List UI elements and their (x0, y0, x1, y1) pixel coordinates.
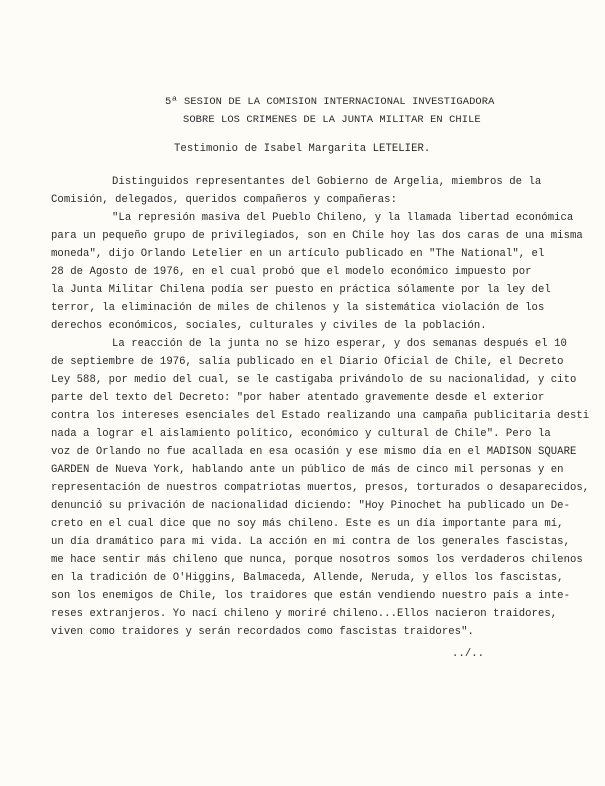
body-line: la Junta Militar Chilena podía ser puesto en práctica sólamente por la ley del (51, 284, 551, 296)
body-line: Comisión, delegados, queridos compañeros y compañeras: (51, 194, 397, 206)
body-line: son los enemigos de Chile, los traidores que están vendiendo nuestro país a inte- (51, 590, 570, 602)
body-line: para un pequeño grupo de privilegiados, son en Chile hoy las dos caras de una misma (51, 230, 583, 242)
body-line: de septiembre de 1976, salía publicado en el Diario Oficial de Chile, el Decreto (51, 356, 564, 368)
body-line: La reacción de la junta no se hizo esperar, y dos semanas después el 10 (112, 338, 567, 350)
body-line: "La represión masiva del Pueblo Chileno, y la llamada libertad económica (112, 212, 574, 224)
body-line: en la tradición de O'Higgins, Balmaceda, Allende, Neruda, y ellos los fascistas, (51, 572, 564, 584)
document-title-line-1: 5ª SESION DE LA COMISION INTERNACIONAL INVESTIGADORA (165, 96, 495, 108)
body-line: parte del texto del Decreto: "por haber atentado gravemente desde el exterior (51, 392, 545, 404)
document-subtitle: Testimonio de Isabel Margarita LETELIER. (174, 143, 431, 155)
body-line: voz de Orlando no fue acallada en esa ocasión y ese mismo día en el MADISON SQUARE (51, 446, 577, 458)
body-line: representación de nuestros compatriotas muertos, presos, torturados o desaparecidos, (51, 482, 590, 494)
body-line: me hace sentir más chileno que nunca, porque nosotros somos los verdaderos chilenos (51, 554, 583, 566)
body-line: viven como traidores y serán recordados como fascistas traidores". (51, 626, 474, 638)
body-line: creto en el cual dice que no soy más chileno. Este es un día importante para mí, (51, 518, 564, 530)
body-line: Distinguidos representantes del Gobierno de Argelia, miembros de la (112, 176, 542, 188)
body-line: denunció su privación de nacionalidad diciendo: "Hoy Pinochet ha publicado un De- (51, 500, 570, 512)
document-title-line-2: SOBRE LOS CRIMENES DE LA JUNTA MILITAR EN CHILE (183, 114, 481, 126)
body-line: moneda", dijo Orlando Letelier en un artículo publicado en "The National", el (51, 248, 545, 260)
body-line: reses extranjeros. Yo nací chileno y moriré chileno...Ellos nacieron traidores, (51, 608, 558, 620)
page-continuation-mark: ../.. (452, 648, 485, 660)
body-line: nada a lograr el aislamiento político, económico y cultural de Chile". Pero la (51, 428, 551, 440)
body-line: 28 de Agosto de 1976, en el cual probó que el modelo económico impuesto por (51, 266, 532, 278)
body-line: terror, la eliminación de miles de chilenos y la sistemática violación de los (51, 302, 545, 314)
body-line: contra los intereses esenciales del Estado realizando una campaña publicitaria desti (51, 410, 590, 422)
body-line: un día dramático para mi vida. La acción en mi contra de los generales fascistas, (51, 536, 570, 548)
body-line: GARDEN de Nueva York, hablando ante un público de más de cinco mil personas y en (51, 464, 564, 476)
body-line: derechos económicos, sociales, culturales y civiles de la población. (51, 320, 487, 332)
body-line: Ley 588, por medio del cual, se le castigaba privándolo de su nacionalidad, y cito (51, 374, 577, 386)
